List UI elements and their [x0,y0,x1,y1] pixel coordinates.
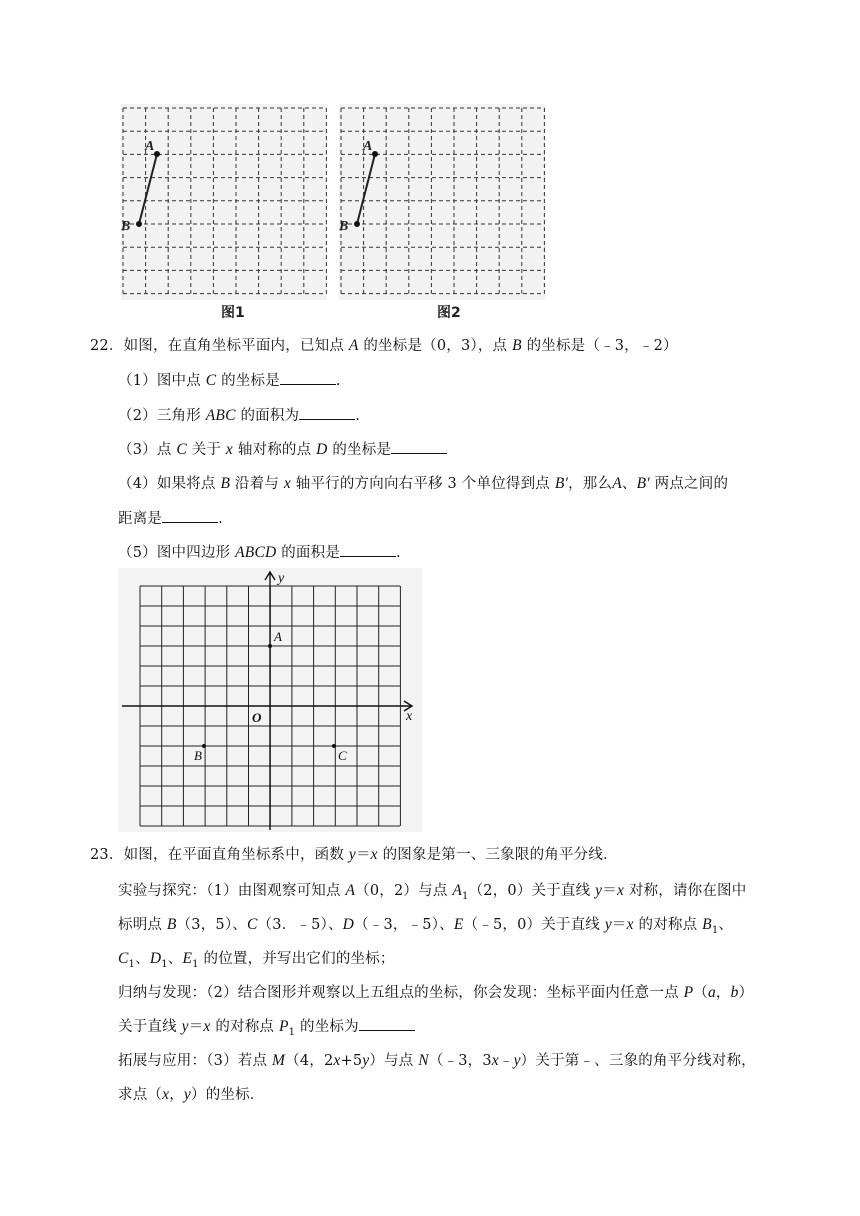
point-b [354,221,360,227]
label-b: B [121,219,131,234]
q23-line-1: 实验与探究：（1）由图观察可知点 A（0，2）与点 $A_1(2$，0）关于直线 y＝x 对称，请你在图中 [118,882,747,902]
q23-line-4: 归纳与发现：（2）结合图形并观察以上五组点的坐标，你会发现：坐标平面内任意一点 P（a，b） [118,984,754,1001]
q23-line-3: $C_1$、$D_1$、$E_1$ 的位置，并写出它们的坐标； [118,950,395,970]
figure-1-caption: 图1 [221,305,245,321]
q23-line-6: 拓展与应用：（3）若点 M（4，2x+5y）与点 N（﹣3，3x﹣y）关于第﹣、三象的角平分线对称， [118,1052,756,1069]
q22-part-4: （4）如果将点 B 沿着与 x 轴平行的方向向右平移 3 个单位得到点 B′，那么A、B′ 两点之间的 [118,475,729,492]
answer-blank[interactable] [340,543,396,557]
answer-blank[interactable] [299,406,355,420]
point-b-label: B [194,748,202,763]
point-a [154,151,160,157]
label-a: A [145,139,155,154]
point-a [372,151,378,157]
answer-blank[interactable] [280,371,336,385]
q23-line-7: 求点（x，y）的坐标． [118,1086,265,1103]
point-b [136,221,142,227]
point-a-label: A [274,629,282,644]
point-c-label: C [338,748,347,763]
q22-stem: 22．如图，在直角坐标平面内，已知点 A 的坐标是（0，3），点 B 的坐标是（﹣3，﹣2） [90,337,678,354]
grid-figure-2 [339,104,545,300]
figure-2-caption: 图2 [437,305,461,321]
label-a: A [363,139,373,154]
point-b [202,744,206,748]
q23-line-5: 关于直线 y＝x 的对称点 $P_1$ 的坐标为 [118,1015,415,1038]
q22-part-1: （1）图中点 C 的坐标是 . [118,372,341,389]
point-c [332,744,336,748]
point-a [268,644,272,648]
coordinate-grid [118,568,422,832]
q22-part-3: （3）点 C 关于 x 轴对称的点 D 的坐标是 [118,438,447,459]
label-b: B [339,219,349,234]
origin-label: O [252,710,262,725]
q22-part-2: （2）三角形 ABC 的面积为 . [118,407,361,424]
q22-part-4-cont: 距离是 . [118,511,223,527]
x-axis-label: x [406,709,413,724]
q23-line-2: 标明点 B（3，5）、C（3．﹣5）、D（﹣3，﹣5）、E（﹣5，0）关于直线 y＝x 的对称点 $B_1$、 [118,916,734,936]
answer-blank[interactable] [391,440,447,454]
y-axis-label: y [278,571,285,586]
q22-part-5: （5）图中四边形 ABCD 的面积是 . [118,544,401,561]
answer-blank[interactable] [162,509,218,523]
grid-figures [121,104,541,320]
grid-figure-1 [121,104,327,300]
q23-stem: 23．如图，在平面直角坐标系中，函数 y＝x 的图象是第一、三象限的角平分线． [90,846,618,863]
answer-blank[interactable] [359,1017,415,1031]
